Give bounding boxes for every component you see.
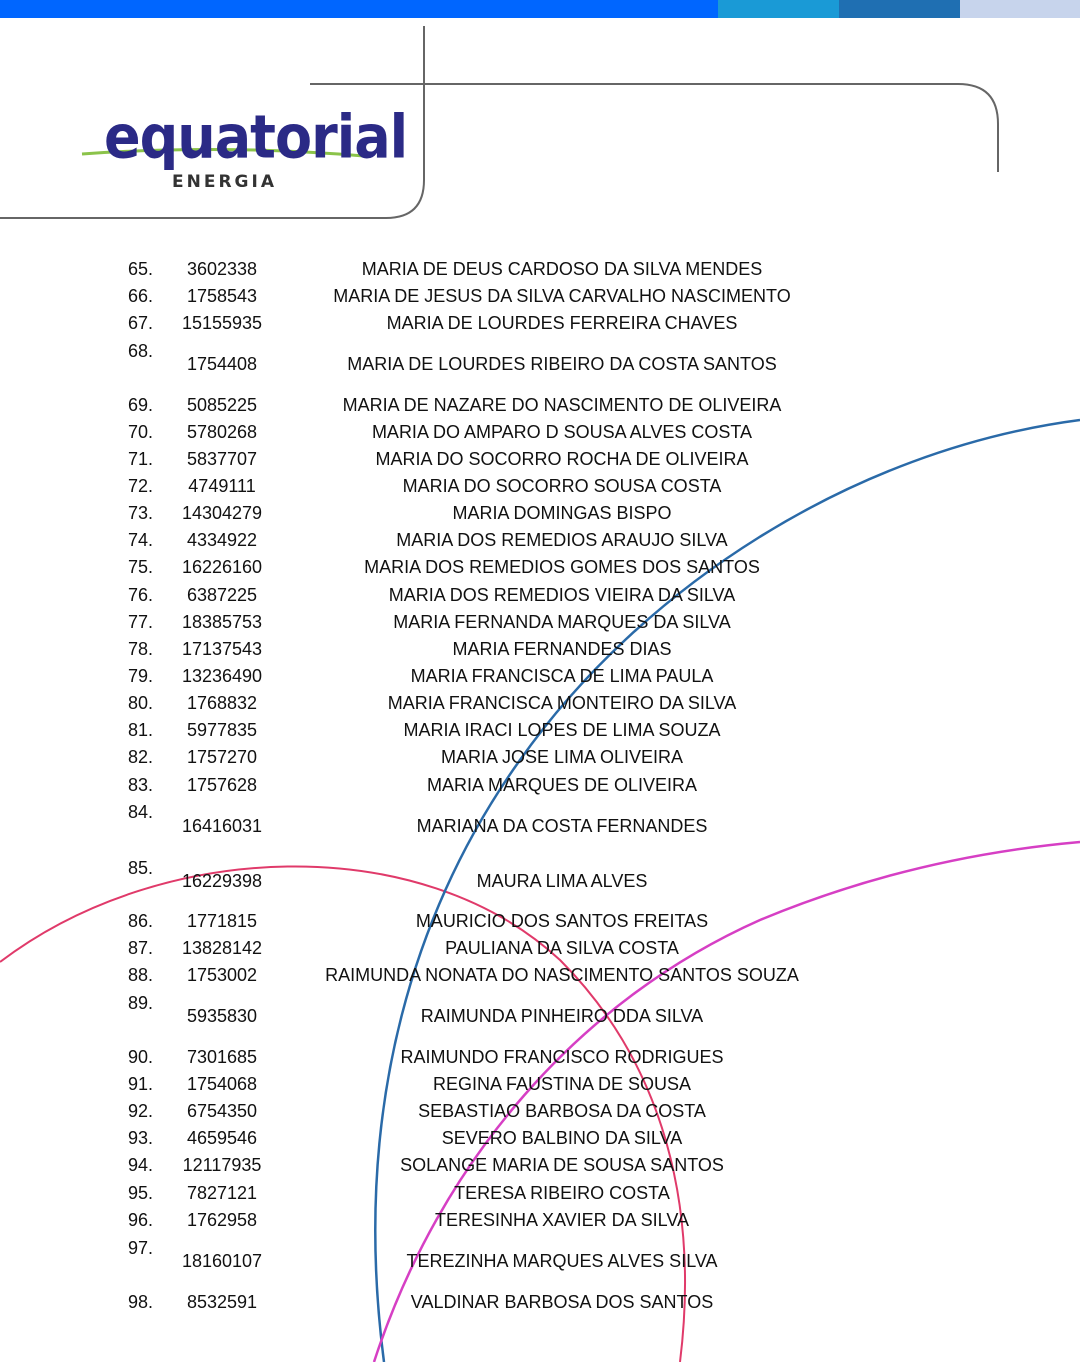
row-code: 5780268 — [186, 422, 258, 442]
row-code: 6754350 — [186, 1101, 258, 1121]
row-name: MARIA DE LOURDES FERREIRA CHAVES — [386, 313, 738, 333]
row-code: 8532591 — [186, 1292, 258, 1312]
row-name: SEVERO BALBINO DA SILVA — [441, 1128, 683, 1148]
row-name: MARIA FERNANDES DIAS — [452, 639, 672, 659]
row-number: 91. — [128, 1074, 154, 1094]
row-code: 1754068 — [186, 1074, 258, 1094]
row-name: MARIA DE NAZARE DO NASCIMENTO DE OLIVEIRA — [342, 395, 782, 415]
row-name: VALDINAR BARBOSA DOS SANTOS — [410, 1292, 714, 1312]
row-number: 70. — [128, 422, 154, 442]
row-name: PAULIANA DA SILVA COSTA — [445, 938, 679, 958]
row-number: 97. — [128, 1238, 154, 1258]
row-number: 66. — [128, 286, 154, 306]
header-frame-top — [310, 84, 998, 172]
row-number: 89. — [128, 993, 154, 1013]
row-name: MARIANA DA COSTA FERNANDES — [416, 816, 708, 836]
row-code: 16226160 — [181, 557, 263, 577]
row-name: MARIA DOS REMEDIOS ARAUJO SILVA — [396, 530, 728, 550]
row-number: 76. — [128, 585, 154, 605]
row-name: MARIA IRACI LOPES DE LIMA SOUZA — [403, 720, 721, 740]
row-code: 7301685 — [186, 1047, 258, 1067]
row-number: 73. — [128, 503, 154, 523]
row-number: 68. — [128, 341, 154, 361]
row-name: MARIA DE JESUS DA SILVA CARVALHO NASCIMENTO — [333, 286, 791, 306]
row-name: MARIA DE DEUS CARDOSO DA SILVA MENDES — [361, 259, 763, 279]
equatorial-logo — [80, 102, 408, 198]
row-code: 1762958 — [186, 1210, 258, 1230]
row-name: TERESINHA XAVIER DA SILVA — [434, 1210, 690, 1230]
row-number: 65. — [128, 259, 154, 279]
row-number: 95. — [128, 1183, 154, 1203]
row-name: TEREZINHA MARQUES ALVES SILVA — [406, 1251, 718, 1271]
row-number: 80. — [128, 693, 154, 713]
row-code: 14304279 — [181, 503, 263, 523]
row-code: 12117935 — [182, 1155, 262, 1175]
row-number: 71. — [128, 449, 154, 469]
row-name: TERESA RIBEIRO COSTA — [454, 1183, 670, 1203]
row-number: 96. — [128, 1210, 154, 1230]
row-code: 13828142 — [181, 938, 263, 958]
row-name: RAIMUNDA NONATA DO NASCIMENTO SANTOS SOUZA — [325, 965, 799, 985]
row-number: 81. — [128, 720, 154, 740]
row-name: MARIA DE LOURDES RIBEIRO DA COSTA SANTOS — [347, 354, 777, 374]
row-code: 15155935 — [181, 313, 263, 333]
row-name: SEBASTIAO BARBOSA DA COSTA — [418, 1101, 706, 1121]
row-number: 85. — [128, 858, 154, 878]
row-name: MARIA FERNANDA MARQUES DA SILVA — [393, 612, 731, 632]
row-number: 84. — [128, 802, 154, 822]
row-code: 17137543 — [181, 639, 263, 659]
row-code: 5977835 — [186, 720, 258, 740]
row-name: MARIA DOS REMEDIOS GOMES DOS SANTOS — [364, 557, 760, 577]
row-number: 83. — [128, 775, 154, 795]
row-name: MARIA JOSE LIMA OLIVEIRA — [440, 747, 684, 767]
row-name: MARIA DO AMPARO D SOUSA ALVES COSTA — [371, 422, 753, 442]
row-name: MARIA DOMINGAS BISPO — [452, 503, 672, 523]
row-number: 93. — [128, 1128, 154, 1148]
row-code: 5837707 — [186, 449, 258, 469]
row-code: 6387225 — [186, 585, 258, 605]
row-code: 16229398 — [181, 871, 263, 891]
row-number: 90. — [128, 1047, 154, 1067]
row-name: REGINA FAUSTINA DE SOUSA — [432, 1074, 692, 1094]
logo-wordmark: equatorial — [104, 102, 408, 172]
row-number: 94. — [128, 1155, 154, 1175]
row-code: 5935830 — [186, 1006, 258, 1026]
row-name: MARIA DOS REMEDIOS VIEIRA DA SILVA — [388, 585, 736, 605]
row-name: MAURA LIMA ALVES — [476, 871, 648, 891]
row-number: 82. — [128, 747, 154, 767]
row-code: 1753002 — [186, 965, 258, 985]
row-code: 3602338 — [186, 259, 258, 279]
row-name: SOLANGE MARIA DE SOUSA SANTOS — [400, 1155, 724, 1175]
row-number: 69. — [128, 395, 154, 415]
row-number: 86. — [128, 911, 154, 931]
row-code: 1771815 — [186, 911, 258, 931]
row-code: 18160107 — [181, 1251, 263, 1271]
row-number: 92. — [128, 1101, 154, 1121]
row-number: 87. — [128, 938, 154, 958]
logo-subtitle: ENERGIA — [172, 172, 277, 192]
row-name: MARIA MARQUES DE OLIVEIRA — [426, 775, 698, 795]
row-number: 67. — [128, 313, 154, 333]
row-code: 1754408 — [186, 354, 258, 374]
row-code: 4749111 — [188, 476, 256, 496]
row-number: 72. — [128, 476, 154, 496]
row-name: MARIA DO SOCORRO SOUSA COSTA — [402, 476, 722, 496]
row-code: 1758543 — [186, 286, 258, 306]
row-code: 18385753 — [181, 612, 263, 632]
row-name: MARIA DO SOCORRO ROCHA DE OLIVEIRA — [375, 449, 749, 469]
row-number: 88. — [128, 965, 154, 985]
row-code: 16416031 — [181, 816, 263, 836]
row-code: 7827121 — [186, 1183, 258, 1203]
row-name: RAIMUNDO FRANCISCO RODRIGUES — [400, 1047, 724, 1067]
row-number: 79. — [128, 666, 154, 686]
row-number: 75. — [128, 557, 154, 577]
row-code: 13236490 — [181, 666, 263, 686]
row-code: 1768832 — [186, 693, 258, 713]
row-number: 77. — [128, 612, 154, 632]
row-code: 5085225 — [186, 395, 258, 415]
row-name: MARIA FRANCISCA DE LIMA PAULA — [410, 666, 714, 686]
row-code: 1757628 — [186, 775, 258, 795]
row-code: 4334922 — [186, 530, 258, 550]
row-number: 74. — [128, 530, 154, 550]
row-name: MAURICIO DOS SANTOS FREITAS — [415, 911, 709, 931]
row-number: 78. — [128, 639, 154, 659]
row-name: MARIA FRANCISCA MONTEIRO DA SILVA — [387, 693, 737, 713]
row-code: 1757270 — [186, 747, 258, 767]
row-code: 4659546 — [186, 1128, 258, 1148]
row-number: 98. — [128, 1292, 154, 1312]
row-name: RAIMUNDA PINHEIRO DDA SILVA — [420, 1006, 704, 1026]
